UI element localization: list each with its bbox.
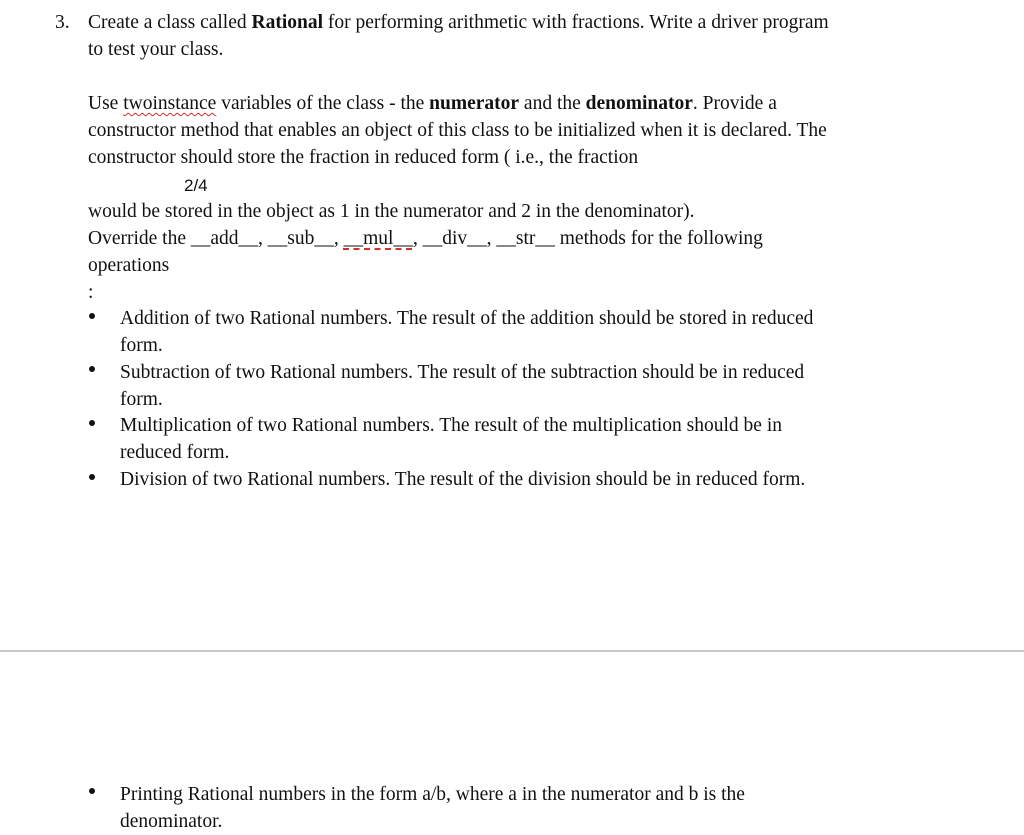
para-colon: : xyxy=(88,282,94,303)
para-line-6: operations xyxy=(88,255,170,276)
page-divider xyxy=(0,650,1024,652)
method-sub: __sub__ xyxy=(267,228,334,249)
question-line-2: to test your class. xyxy=(88,39,224,60)
question-number: 3. xyxy=(55,12,70,33)
bullet-icon xyxy=(89,474,95,480)
bullet-1-line-1: Addition of two Rational numbers. The result of the addition should be stored in reduced xyxy=(120,308,814,329)
para-line-5: Override the __add__, __sub__, __mul__, __div__, __str__ methods for the following xyxy=(88,228,763,249)
bullet-3-line-2: reduced form. xyxy=(120,442,230,463)
para-line-1: Use twoinstance variables of the class - the numerator and the denominator. Provide a xyxy=(88,93,777,114)
para-line-4: would be stored in the object as 1 in the numerator and 2 in the denominator). xyxy=(88,201,695,222)
misspelled-word: twoinstance xyxy=(123,93,217,114)
numerator-term: numerator xyxy=(429,93,520,114)
method-div: __div__ xyxy=(422,228,487,249)
para-line-2: constructor method that enables an object of this class to be initialized when it is declared. The xyxy=(88,120,827,141)
bullet-4-line-1: Division of two Rational numbers. The result of the division should be in reduced form. xyxy=(120,469,806,490)
bottom-bullet-line-2: denominator. xyxy=(120,811,223,832)
method-str: __str__ xyxy=(496,228,555,249)
denominator-term: denominator xyxy=(585,93,693,114)
bullet-2-line-1: Subtraction of two Rational numbers. The result of the subtraction should be in reduced xyxy=(120,362,805,383)
class-name: Rational xyxy=(251,12,324,33)
para-line-3: constructor should store the fraction in reduced form ( i.e., the fraction xyxy=(88,147,639,168)
method-mul: __mul__ xyxy=(343,228,413,249)
fraction-example: 2/4 xyxy=(184,176,208,195)
question-line-1: Create a class called Rational for performing arithmetic with fractions. Write a driver program xyxy=(88,12,829,33)
bullet-icon xyxy=(89,420,95,426)
bullet-icon xyxy=(89,366,95,372)
method-add: __add__ xyxy=(190,228,259,249)
bullet-1-line-2: form. xyxy=(120,335,163,356)
bullet-icon xyxy=(89,313,95,319)
bullet-2-line-2: form. xyxy=(120,389,163,410)
bullet-icon xyxy=(89,788,95,794)
bottom-bullet-line-1: Printing Rational numbers in the form a/b, where a in the numerator and b is the xyxy=(120,784,745,805)
bullet-3-line-1: Multiplication of two Rational numbers. The result of the multiplication should be in xyxy=(120,415,783,436)
